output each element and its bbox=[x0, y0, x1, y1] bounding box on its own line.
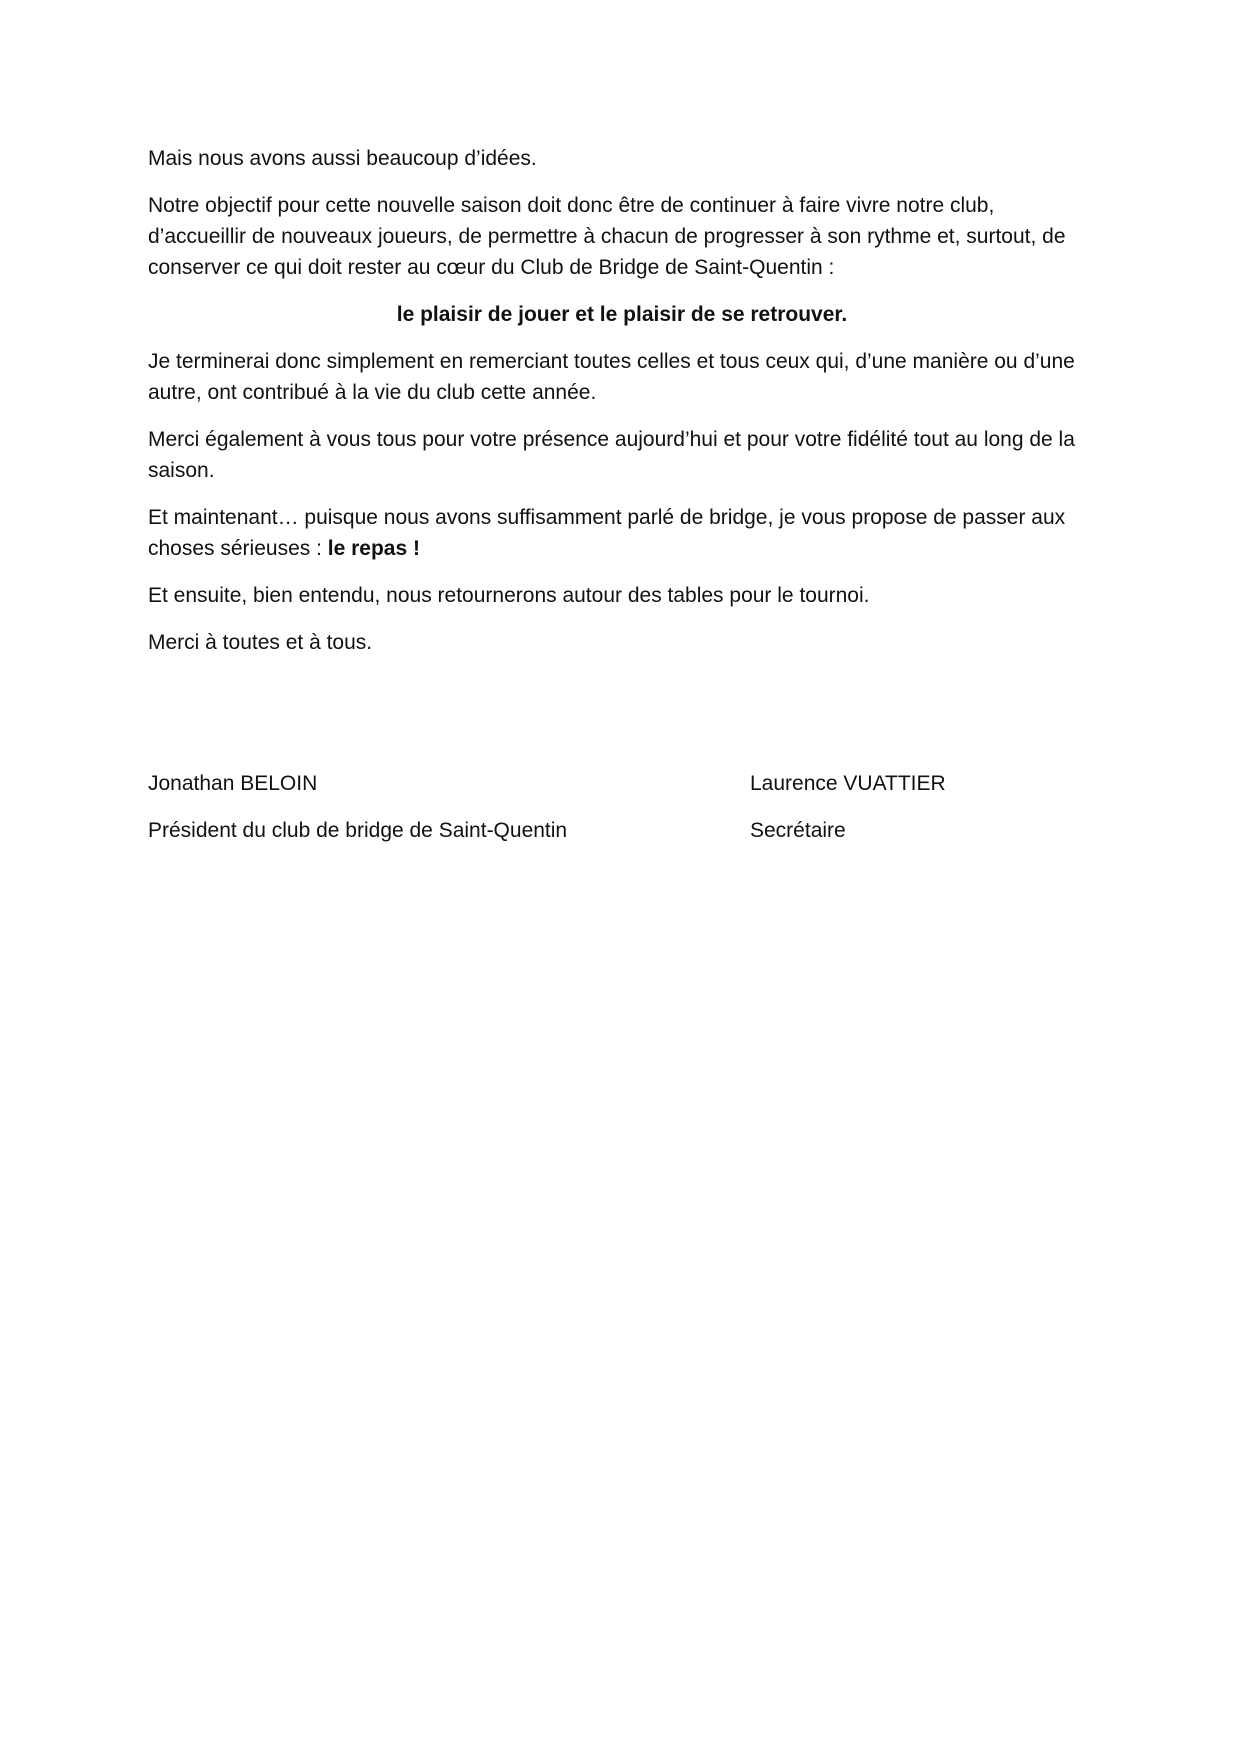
signature-name: Jonathan BELOIN bbox=[148, 772, 318, 795]
signature-name: Laurence VUATTIER bbox=[750, 772, 946, 795]
paragraph-objective: Notre objectif pour cette nouvelle saison doit donc être de continuer à faire vivre notre club, d’accueillir de nouveaux joueurs, de permettre à chacun de progresser à son rythme et, surtout, de conserver ce qui doit rester au cœur du Club de Bridge de Saint-Quentin : bbox=[148, 194, 1066, 279]
paragraph-thanks-attendance: Merci également à vous tous pour votre présence aujourd’hui et pour votre fidélité tout au long de la saison. bbox=[148, 428, 1075, 482]
paragraph-meal-bold: le repas ! bbox=[327, 537, 420, 560]
signature-president bbox=[148, 768, 567, 846]
paragraph-tournament: Et ensuite, bien entendu, nous retournerons autour des tables pour le tournoi. bbox=[148, 584, 870, 607]
signature-role: Président du club de bridge de Saint-Quentin bbox=[148, 819, 568, 842]
paragraph-meal-text: Et maintenant… puisque nous avons suffisamment parlé de bridge, je vous propose de passer aux choses sérieuses : bbox=[148, 506, 1066, 560]
letter-body bbox=[148, 143, 1096, 674]
paragraph-thanks-contributors: Je terminerai donc simplement en remerciant toutes celles et tous ceux qui, d’une manière ou d’une autre, ont contribué à la vie du club cette année. bbox=[148, 350, 1075, 404]
signature-role: Secrétaire bbox=[750, 819, 846, 842]
paragraph-ideas: Mais nous avons aussi beaucoup d’idées. bbox=[148, 147, 537, 170]
signature-secretary bbox=[750, 768, 946, 846]
paragraph-closing: Merci à toutes et à tous. bbox=[148, 631, 373, 654]
paragraph-meal bbox=[148, 502, 1096, 564]
highlight-statement: le plaisir de jouer et le plaisir de se retrouver. bbox=[396, 303, 848, 326]
